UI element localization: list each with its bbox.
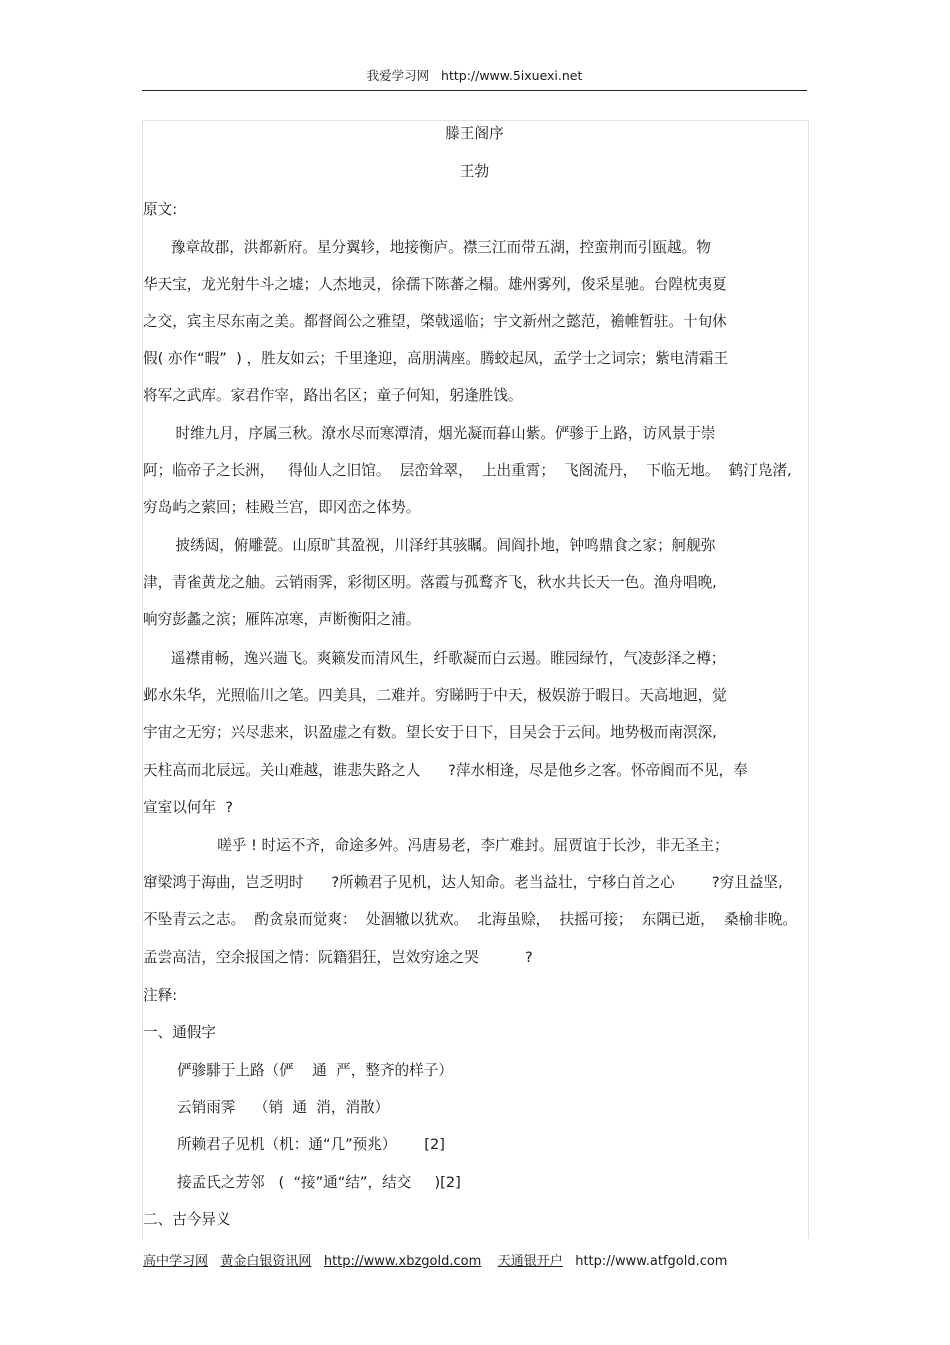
section-notes-heading: 注释: <box>143 987 178 1004</box>
text-line: 孟尝高洁，空余报国之情：阮籍猖狂，岂效穷途之哭 ? <box>143 949 533 966</box>
text-line: 时维九月，序属三秋。潦水尽而寒潭清，烟光凝而暮山紫。俨骖于上路，访风景于崇 <box>143 425 716 442</box>
text-line: 天柱高而北辰远。关山难越，谁悲失路之人 ?萍水相逢，尽是他乡之客。怀帝阍而不见，奉 <box>143 762 748 779</box>
subsection-heading: 二、古今异义 <box>143 1211 231 1228</box>
page-footer <box>143 1250 727 1269</box>
header-url[interactable]: http://www.5ixuexi.net <box>441 68 583 83</box>
text-line: 华天宝，龙光射牛斗之墟；人杰地灵，徐孺下陈蕃之榻。雄州雾列，俊采星驰。台隍枕夷夏 <box>143 276 727 293</box>
note-item: 俨骖騑于上路（俨 通 严，整齐的样子） <box>177 1062 453 1079</box>
text-line: 响穷彭蠡之滨；雁阵凉寒，声断衡阳之浦。 <box>143 611 421 628</box>
note-item: 所赖君子见机（机：通“几”预兆） [2] <box>177 1136 445 1153</box>
text-line: 将军之武库。家君作宰，路出名区；童子何知，躬逢胜饯。 <box>143 387 523 404</box>
document-title: 滕王阁序 <box>445 125 504 142</box>
text-line: 宣室以何年 ? <box>143 799 233 816</box>
text-line: 宇宙之无穷；兴尽悲来，识盈虚之有数。望长安于日下，目吴会于云间。地势极而南溟深, <box>143 724 717 741</box>
text-line: 假( 亦作“暇” ) ，胜友如云；千里逢迎，高朋满座。腾蛟起凤，孟学士之词宗；紫电清霜王 <box>143 350 729 367</box>
text-line: 阿；临帝子之长洲， 得仙人之旧馆。 层峦耸翠， 上出重霄； 飞阁流丹， 下临无地。 鹤汀凫渚, <box>143 462 792 479</box>
note-item: 云销雨霁 （销 通 消，消散） <box>177 1099 390 1116</box>
note-item: 接孟氏之芳邻 ( “接”通“结”，结交 )[2] <box>177 1174 461 1191</box>
text-line: 穷岛屿之萦回；桂殿兰宫，即冈峦之体势。 <box>143 499 421 516</box>
footer-link[interactable]: 高中学习网 <box>143 1254 209 1269</box>
text-line: 津，青雀黄龙之舳。云销雨霁，彩彻区明。落霞与孤鹜齐飞，秋水共长天一色。渔舟唱晚, <box>143 574 717 591</box>
text-line: 不坠青云之志。 酌贪泉而觉爽： 处涸辙以犹欢。 北海虽赊， 扶摇可接； 东隅已逝， 桑榆非晚。 <box>143 911 798 928</box>
text-line: 遥襟甫畅，逸兴遄飞。爽籁发而清风生，纤歌凝而白云遏。睢园绿竹，气凌彭泽之樽； <box>143 650 726 667</box>
document-author: 王勃 <box>459 163 490 180</box>
footer-link[interactable]: http://www.xbzgold.com <box>323 1254 482 1269</box>
text-line: 披绣闼，俯雕甍。山原旷其盈视，川泽纡其骇瞩。闾阎扑地，钟鸣鼎食之家；舸舰弥 <box>143 537 716 554</box>
header-site-name: 我爱学习网 <box>366 68 430 83</box>
text-line: 邺水朱华，光照临川之笔。四美具，二难并。穷睇眄于中天，极娱游于暇日。天高地迥，觉 <box>143 687 727 704</box>
footer-link[interactable]: 黄金白银资讯网 <box>220 1254 312 1269</box>
text-line: 之交，宾主尽东南之美。都督阎公之雅望，棨戟遥临；宇文新州之懿范，襜帷暂驻。十旬休 <box>143 313 727 330</box>
footer-link[interactable]: 天通银开户 <box>497 1254 563 1269</box>
page-header <box>142 66 807 91</box>
text-line: 豫章故郡，洪都新府。星分翼轸，地接衡庐。襟三江而带五湖，控蛮荆而引瓯越。物 <box>143 239 711 256</box>
text-line: 嗟乎 ! 时运不齐，命途多舛。冯唐易老，李广难封。屈贾谊于长沙，非无圣主； <box>143 837 729 854</box>
section-original-heading: 原文: <box>143 201 178 218</box>
footer-link[interactable]: http://www.atfgold.com <box>575 1254 728 1269</box>
subsection-heading: 一、通假字 <box>143 1024 216 1041</box>
text-line: 窜梁鸿于海曲，岂乏明时 ?所赖君子见机，达人知命。老当益壮，宁移白首之心 ?穷且益坚, <box>143 874 783 891</box>
